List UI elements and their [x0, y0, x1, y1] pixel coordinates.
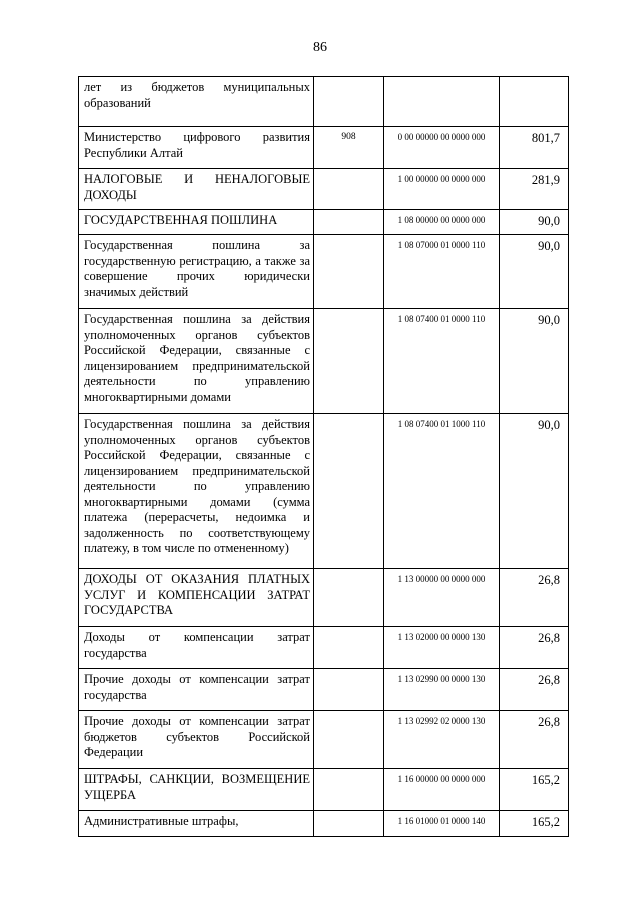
row-name: Административные штрафы, [79, 811, 314, 837]
table-row [79, 309, 569, 414]
row-budget-code: 0 00 00000 00 0000 000 [384, 127, 500, 169]
row-amount: 801,7 [500, 127, 569, 169]
row-admin-code [314, 77, 384, 127]
row-admin-code [314, 811, 384, 837]
row-budget-code: 1 08 07400 01 1000 110 [384, 414, 500, 569]
row-amount: 165,2 [500, 811, 569, 837]
row-budget-code: 1 08 00000 00 0000 000 [384, 210, 500, 235]
row-budget-code: 1 08 07000 01 0000 110 [384, 235, 500, 309]
page-number: 86 [313, 40, 327, 55]
row-budget-code: 1 13 00000 00 0000 000 [384, 569, 500, 627]
row-name: Государственная пошлина за действия уполномоченных органов субъектов Российской Федерации, связанные с лицензированием предпринимательской деятельности по управлению многоквартирными домами [79, 309, 314, 414]
row-admin-code [314, 569, 384, 627]
row-admin-code [314, 711, 384, 769]
table-row [79, 169, 569, 210]
row-admin-code [314, 414, 384, 569]
row-amount: 90,0 [500, 309, 569, 414]
row-amount: 165,2 [500, 769, 569, 811]
row-amount: 26,8 [500, 669, 569, 711]
row-name: ДОХОДЫ ОТ ОКАЗАНИЯ ПЛАТНЫХ УСЛУГ И КОМПЕНСАЦИИ ЗАТРАТ ГОСУДАРСТВА [79, 569, 314, 627]
row-amount: 90,0 [500, 210, 569, 235]
row-amount: 26,8 [500, 569, 569, 627]
row-name: НАЛОГОВЫЕ И НЕНАЛОГОВЫЕ ДОХОДЫ [79, 169, 314, 210]
row-budget-code: 1 08 07400 01 0000 110 [384, 309, 500, 414]
row-admin-code [314, 169, 384, 210]
row-budget-code: 1 13 02000 00 0000 130 [384, 627, 500, 669]
row-amount: 281,9 [500, 169, 569, 210]
row-budget-code: 1 13 02990 00 0000 130 [384, 669, 500, 711]
row-name: Государственная пошлина за действия уполномоченных органов субъектов Российской Федерации, связанные с лицензированием предпринимательской деятельности по управлению многоквартирными домами (сумма платежа (перерасчеты, недоимка и задолженность по соответствующему платежу, в том числе по отмененному) [79, 414, 314, 569]
table-row [79, 711, 569, 769]
revenue-table [78, 76, 569, 837]
table-row [79, 669, 569, 711]
row-name: Государственная пошлина за государственную регистрацию, а также за совершение прочих юридически значимых действий [79, 235, 314, 309]
table-row [79, 569, 569, 627]
row-budget-code: 1 00 00000 00 0000 000 [384, 169, 500, 210]
row-amount: 90,0 [500, 414, 569, 569]
row-admin-code [314, 627, 384, 669]
row-name: Доходы от компенсации затрат государства [79, 627, 314, 669]
row-name: Министерство цифрового развития Республики Алтай [79, 127, 314, 169]
table-row [79, 769, 569, 811]
row-amount: 26,8 [500, 711, 569, 769]
row-budget-code: 1 16 00000 00 0000 000 [384, 769, 500, 811]
row-name: лет из бюджетов муниципальных образований [79, 77, 314, 127]
row-budget-code: 1 16 01000 01 0000 140 [384, 811, 500, 837]
table-row [79, 235, 569, 309]
row-admin-code: 908 [314, 127, 384, 169]
table-row [79, 77, 569, 127]
row-name: Прочие доходы от компенсации затрат государства [79, 669, 314, 711]
row-budget-code: 1 13 02992 02 0000 130 [384, 711, 500, 769]
row-amount: 90,0 [500, 235, 569, 309]
row-admin-code [314, 235, 384, 309]
row-amount [500, 77, 569, 127]
row-admin-code [314, 210, 384, 235]
row-amount: 26,8 [500, 627, 569, 669]
table-row [79, 210, 569, 235]
table-row [79, 127, 569, 169]
table-row [79, 811, 569, 837]
row-name: ШТРАФЫ, САНКЦИИ, ВОЗМЕЩЕНИЕ УЩЕРБА [79, 769, 314, 811]
row-admin-code [314, 669, 384, 711]
revenue-table-body [79, 77, 569, 837]
row-name: Прочие доходы от компенсации затрат бюджетов субъектов Российской Федерации [79, 711, 314, 769]
row-admin-code [314, 769, 384, 811]
row-admin-code [314, 309, 384, 414]
row-budget-code [384, 77, 500, 127]
table-row [79, 414, 569, 569]
row-name: ГОСУДАРСТВЕННАЯ ПОШЛИНА [79, 210, 314, 235]
table-row [79, 627, 569, 669]
